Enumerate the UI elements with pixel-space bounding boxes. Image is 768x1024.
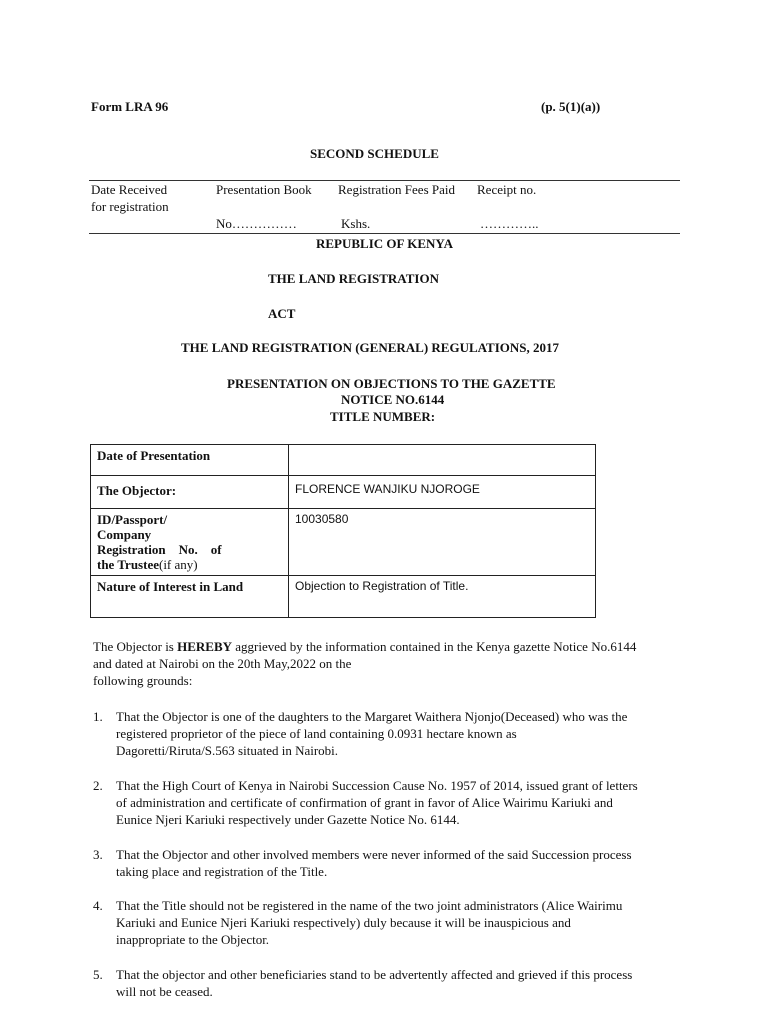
regulation-reference: (p. 5(1)(a)) xyxy=(541,99,601,114)
title-number-label: TITLE NUMBER: xyxy=(330,409,436,424)
fees-paid-label: Registration Fees Paid xyxy=(338,182,455,197)
nature-of-interest-label: Nature of Interest in Land xyxy=(91,576,289,618)
receipt-no-field: ………….. xyxy=(480,216,539,231)
objector-value: FLORENCE WANJIKU NJOROGE xyxy=(289,476,596,509)
presentation-no-field: No…………… xyxy=(216,216,297,231)
presentation-form-table xyxy=(90,444,596,618)
top-rule xyxy=(89,180,680,181)
id-passport-value: 10030580 xyxy=(289,509,596,576)
form-label: Form LRA 96 xyxy=(91,99,169,114)
for-registration-label: for registration xyxy=(91,199,169,214)
intro-paragraph: The Objector is HEREBY aggrieved by the information contained in the Kenya gazette Notice No.6144 and dated at Nairobi on the 20th May,2022 on the following grounds: xyxy=(93,639,637,688)
act-heading-line2: ACT xyxy=(268,306,296,321)
regulations-heading: THE LAND REGISTRATION (GENERAL) REGULATIONS, 2017 xyxy=(181,340,560,355)
presentation-heading-line2: NOTICE NO.6144 xyxy=(341,392,445,407)
table-row xyxy=(91,445,596,476)
schedule-title: SECOND SCHEDULE xyxy=(310,146,439,161)
presentation-book-label: Presentation Book xyxy=(216,182,312,197)
bottom-rule xyxy=(89,233,680,234)
table-row xyxy=(91,476,596,509)
presentation-heading-line1: PRESENTATION ON OBJECTIONS TO THE GAZETTE xyxy=(227,376,556,391)
date-of-presentation-value xyxy=(289,445,596,476)
date-of-presentation-label: Date of Presentation xyxy=(91,445,289,476)
table-row xyxy=(91,509,596,576)
table-row xyxy=(91,576,596,618)
act-heading-line1: THE LAND REGISTRATION xyxy=(268,271,439,286)
id-passport-label: ID/Passport/ Company Registration No. of the Trustee(if any) xyxy=(91,509,289,576)
fees-currency: Kshs. xyxy=(341,216,371,231)
receipt-no-label: Receipt no. xyxy=(477,182,537,197)
objector-label: The Objector: xyxy=(91,476,289,509)
republic-heading: REPUBLIC OF KENYA xyxy=(316,236,454,251)
date-received-label: Date Received xyxy=(91,182,168,197)
nature-of-interest-value: Objection to Registration of Title. xyxy=(289,576,596,618)
